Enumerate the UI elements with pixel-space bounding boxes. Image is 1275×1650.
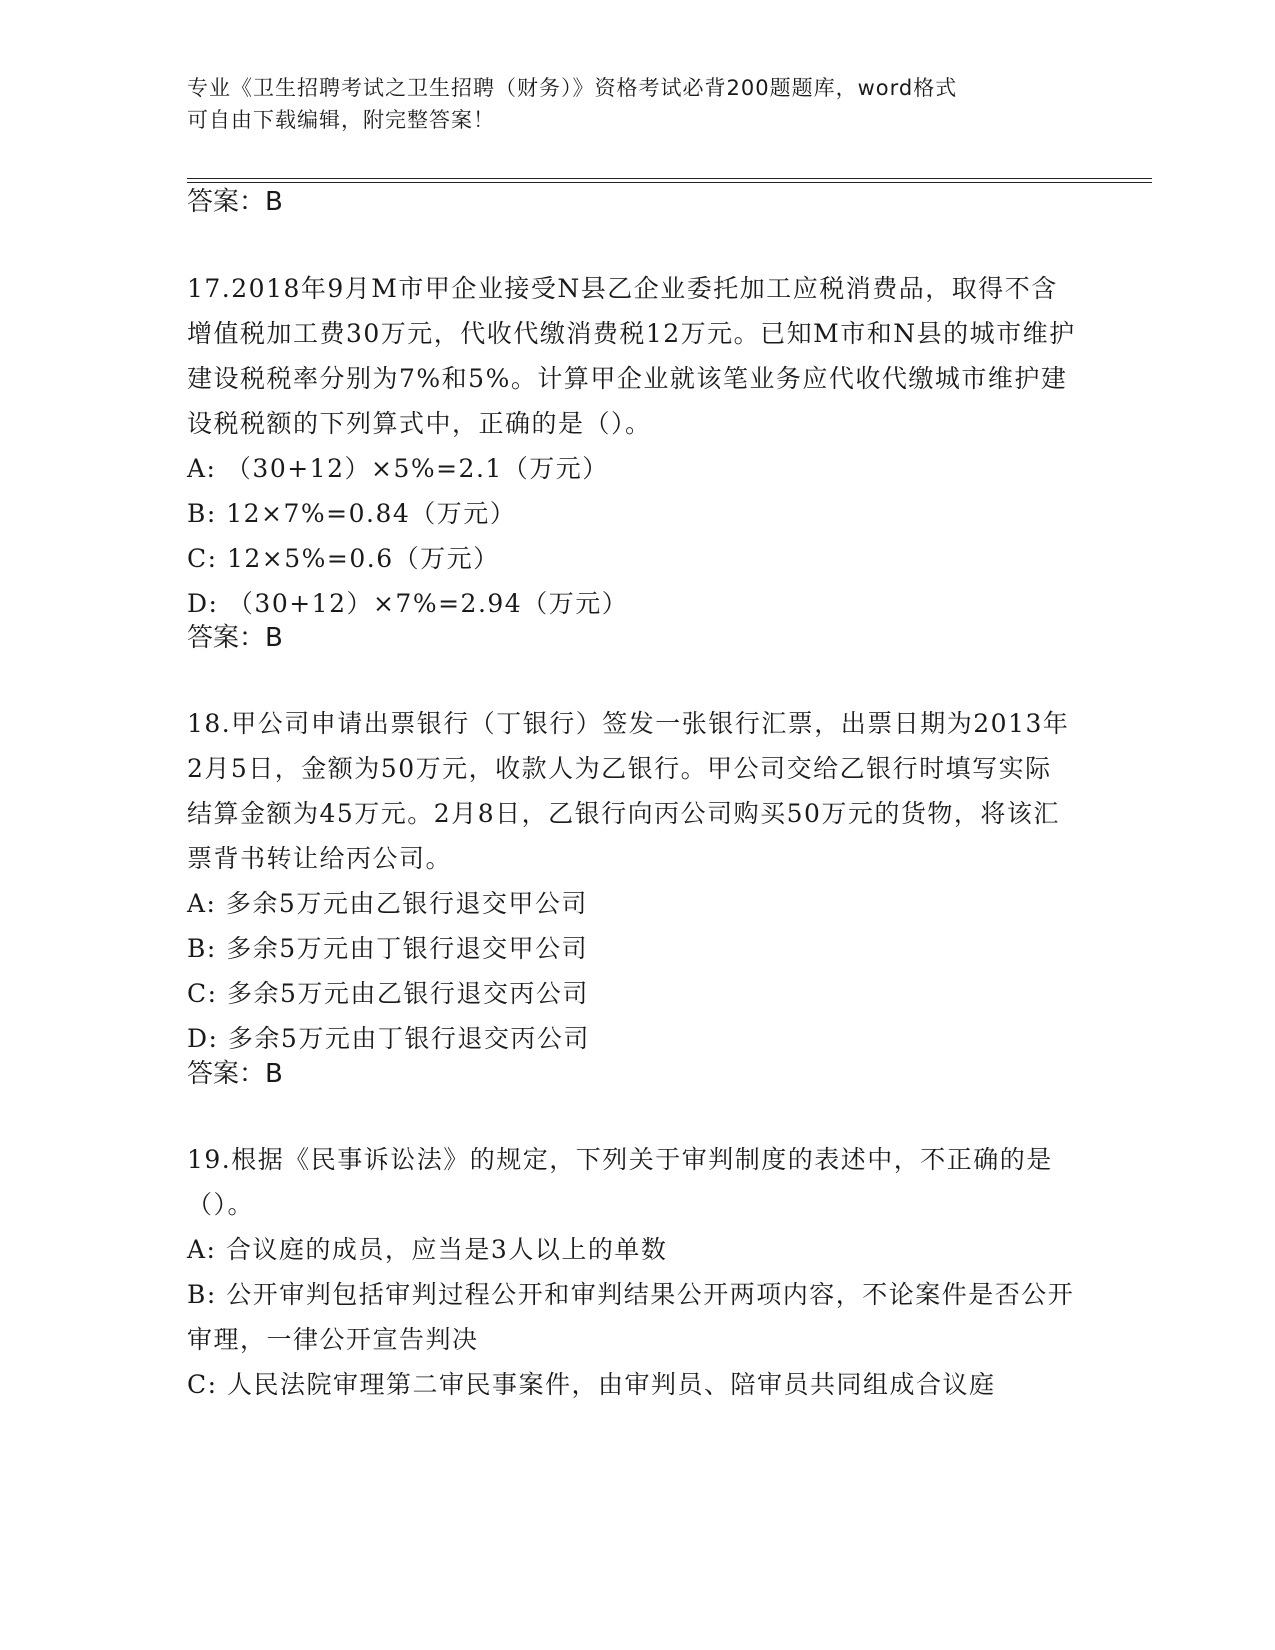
document-header [187,72,1067,136]
option-b: B: 多余5万元由丁银行退交甲公司 [187,934,589,963]
question-stem: 19.根据《民事诉讼法》的规定，下列关于审判制度的表述中，不正确的是（）。 [187,1145,1053,1219]
answer-line: 答案：B [187,187,283,217]
answer-line: 答案：B [187,1059,283,1089]
option-d: D: （30+12）×7%=2.94（万元） [187,589,629,618]
answer-line: 答案：B [187,623,283,653]
question-stem: 18.甲公司申请出票银行（丁银行）签发一张银行汇票，出票日期为2013年2月5日，金额为50万元，收款人为乙银行。甲公司交给乙银行时填写实际结算金额为45万元。2月8日，乙银行向丙公司购买50万元的货物，将该汇票背书转让给丙公司。 [187,709,1070,873]
option-a: A: 合议庭的成员，应当是3人以上的单数 [187,1235,668,1264]
option-c: C: 12×5%=0.6（万元） [187,544,500,573]
option-a: A: 多余5万元由乙银行退交甲公司 [187,889,588,918]
option-b: B: 12×7%=0.84（万元） [187,499,517,528]
question-19 [187,1137,1077,1407]
header-rule-bottom [187,182,1152,183]
option-a: A: （30+12）×5%=2.1（万元） [187,454,609,483]
question-18 [187,701,1077,1061]
header-line-2: 可自由下载编辑，附完整答案！ [187,108,495,132]
header-rule-top [187,178,1152,179]
option-d: D: 多余5万元由丁银行退交丙公司 [187,1024,590,1053]
question-17 [187,266,1077,626]
option-c: C: 多余5万元由乙银行退交丙公司 [187,979,589,1008]
option-c: C: 人民法院审理第二审民事案件，由审判员、陪审员共同组成合议庭 [187,1370,996,1399]
option-b: B: 公开审判包括审判过程公开和审判结果公开两项内容，不论案件是否公开审理，一律公开宣告判决 [187,1280,1075,1354]
header-line-1: 专业《卫生招聘考试之卫生招聘（财务）》资格考试必背200题题库，word格式 [187,76,958,100]
question-stem: 17.2018年9月M市甲企业接受N县乙企业委托加工应税消费品，取得不含增值税加工费30万元，代收代缴消费税12万元。已知M市和N县的城市维护建设税税率分别为7%和5%。计算甲企业就该笔业务应代收代缴城市维护建设税税额的下列算式中，正确的是（）。 [187,274,1076,438]
